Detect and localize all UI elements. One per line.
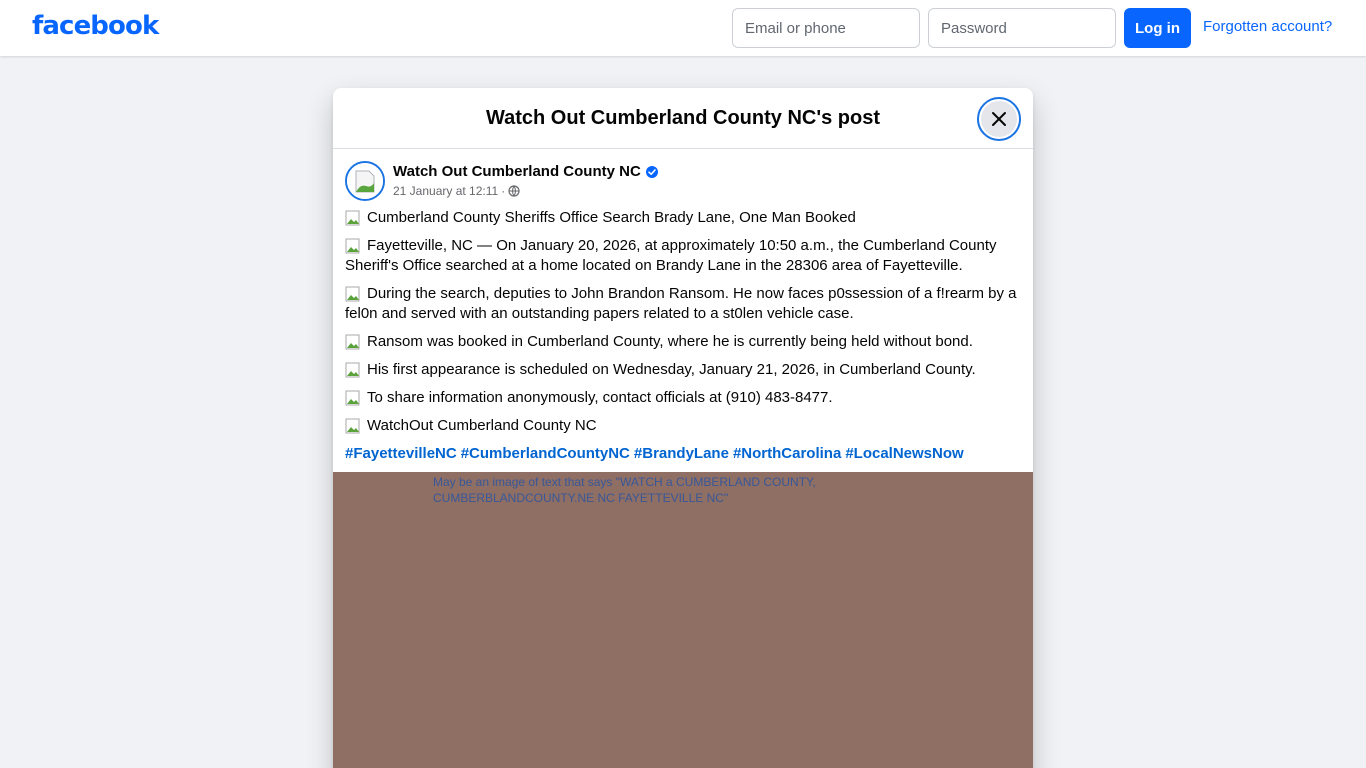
post-paragraph-text: Fayetteville, NC — On January 20, 2026, at approximately 10:50 a.m., the Cumberland County Sheriff's Office searched at a home located on Brandy Lane in the 28306 area of Fayetteville. [345,237,997,274]
post-header [333,149,1033,204]
broken-image-icon [345,390,361,406]
post-body [333,204,1033,464]
page-name[interactable] [393,163,659,180]
facebook-logo[interactable]: facebook [32,11,159,41]
post-paragraph [345,208,1021,228]
dialog-title: Watch Out Cumberland County NC's post [485,107,880,129]
broken-image-icon [345,334,361,350]
post-paragraph-text: WatchOut Cumberland County NC [367,417,597,434]
close-button[interactable] [977,97,1021,141]
post-paragraph [345,416,1021,436]
post-paragraph [345,236,1021,276]
forgotten-account-link[interactable]: Forgotten account? [1203,18,1333,35]
page-name-label[interactable]: Watch Out Cumberland County NC [393,163,641,180]
avatar[interactable] [345,161,385,201]
avatar-image [347,163,383,199]
meta-separator: · [501,184,506,198]
post-image-alt-text: May be an image of text that says "WATCH a CUMBERLAND COUNTY, CUMBERBLANDCOUNTY.NE NC FAYETTEVILLE NC" [433,475,816,505]
post-meta [393,184,520,198]
dialog-header [333,88,1033,149]
close-icon [991,111,1007,127]
email-field[interactable] [732,8,920,48]
broken-image-icon [345,238,361,254]
hashtag-link[interactable]: #FayettevilleNC [345,445,457,462]
post-paragraph [345,332,1021,352]
broken-image-icon [345,286,361,302]
broken-image-icon [345,362,361,378]
verified-badge-icon [645,165,659,179]
post-image[interactable] [333,472,1033,768]
top-bar [0,0,1366,56]
post-paragraph-text: Ransom was booked in Cumberland County, where he is currently being held without bond. [367,333,973,350]
broken-image-icon [345,210,361,226]
hashtag-link[interactable]: #LocalNewsNow [845,445,964,462]
post-paragraph-text: During the search, deputies to John Brandon Ransom. He now faces p0ssession of a f!rearm by a fel0n and served with an outstanding papers related to a st0len vehicle case. [345,285,1017,322]
broken-image-icon [345,418,361,434]
post-timestamp[interactable]: 21 January at 12:11 [393,184,499,198]
hashtag-link[interactable]: #BrandyLane [633,445,729,462]
post-paragraph [345,388,1021,408]
post-paragraph [345,360,1021,380]
login-button[interactable]: Log in [1124,8,1191,48]
post-paragraph-text: Cumberland County Sheriffs Office Search Brady Lane, One Man Booked [367,209,856,226]
hashtag-link[interactable]: #CumberlandCountyNC [460,445,630,462]
globe-icon [508,185,520,197]
hashtag-link[interactable]: #NorthCarolina [732,445,842,462]
hashtag-list [345,444,1021,464]
post-paragraph-text: To share information anonymously, contact officials at (910) 483-8477. [367,389,833,406]
post-paragraph [345,284,1021,324]
post-paragraph-text: His first appearance is scheduled on Wednesday, January 21, 2026, in Cumberland County. [367,361,976,378]
password-field[interactable] [928,8,1116,48]
post-dialog [333,88,1033,768]
